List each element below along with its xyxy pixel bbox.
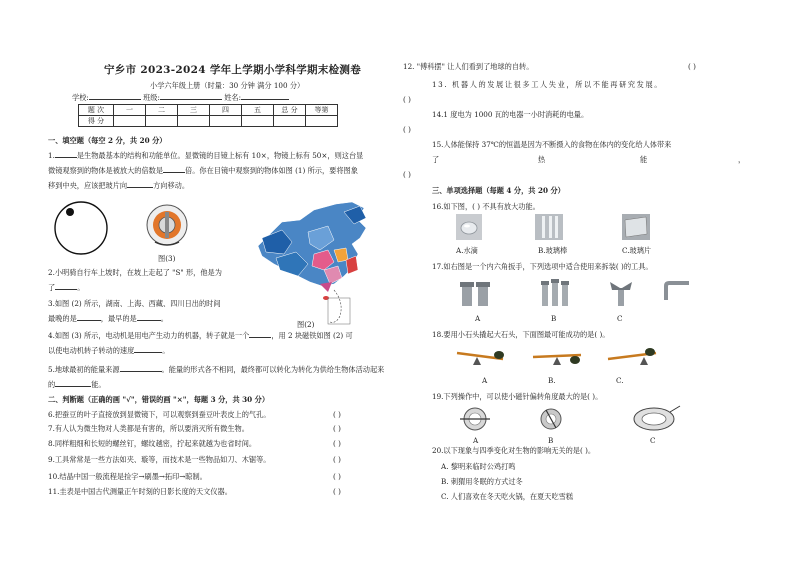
question-17: 17.如右图是一个内六角扳手，下列选项中适合使用来拆装( )的工具。 bbox=[432, 262, 653, 271]
score-cell[interactable] bbox=[274, 116, 306, 127]
judge-answer-13[interactable]: ( ) bbox=[403, 95, 411, 104]
q18-option-b[interactable]: B. bbox=[548, 376, 556, 385]
judge-answer-7[interactable]: ( ) bbox=[333, 424, 341, 433]
table-cell: 四 bbox=[210, 105, 242, 116]
glass-rod-image bbox=[535, 214, 563, 240]
name-label: 姓名: bbox=[224, 93, 241, 102]
q19-option-b[interactable]: B bbox=[548, 436, 554, 445]
q20-option-b[interactable]: B. 刺猬用冬眠的方式过冬 bbox=[441, 477, 523, 486]
judge-answer-15[interactable]: ( ) bbox=[403, 170, 411, 179]
table-cell: 一 bbox=[114, 105, 146, 116]
judge-answer-12[interactable]: ( ) bbox=[688, 62, 696, 71]
wing-nut-image bbox=[606, 278, 636, 308]
hex-key-image bbox=[662, 280, 692, 304]
school-field[interactable] bbox=[89, 99, 141, 100]
q5-blank-1[interactable] bbox=[120, 371, 162, 372]
q5-blank-2[interactable] bbox=[55, 386, 91, 387]
score-table-row bbox=[79, 116, 338, 127]
judge-answer-6[interactable]: ( ) bbox=[333, 410, 341, 419]
china-map-figure bbox=[248, 198, 384, 328]
exam-title: 宁乡市 2023-2024 学年上学期小学科学期末检测卷 bbox=[104, 64, 362, 76]
q4-text: 4.如图 (3) 所示，电动机是用电产生动力的机器，转子就是一个 bbox=[48, 331, 250, 340]
question-4-line2: 以使电动机转子转动的速度 。 bbox=[48, 346, 170, 355]
table-cell: 总 分 bbox=[274, 105, 306, 116]
question-5-line2 bbox=[48, 380, 106, 389]
judge-item-15: 15.人体能保持 37℃的恒温是因为不断摄入的食物在体内的变化给人体带来 bbox=[432, 140, 672, 149]
motor-photo-figure bbox=[145, 200, 189, 250]
q5-text-3: 的 bbox=[48, 380, 56, 389]
q4-text-2: ，用 2 块磁铁如图 (2) 可 bbox=[271, 331, 353, 340]
class-label: 班级: bbox=[143, 93, 160, 102]
question-1-line3 bbox=[48, 181, 189, 190]
lever-a-image bbox=[455, 347, 505, 369]
table-cell: 得 分 bbox=[79, 116, 114, 127]
judge-item-14: 14.1 度电为 1000 瓦的电器一小时消耗的电量。 bbox=[432, 110, 589, 119]
q4-blank-2[interactable] bbox=[134, 352, 162, 353]
q3-blank-2[interactable] bbox=[137, 320, 161, 321]
q15-word-2: 热 bbox=[538, 155, 546, 164]
judge-item-8: 8.同样粗细和长短的螺丝钉，螺纹越密，拧起来就越为也省时间。 bbox=[48, 439, 257, 448]
question-2-line2: 了 。 bbox=[48, 283, 85, 292]
question-1-line1 bbox=[48, 151, 363, 160]
q5-text-4: 能。 bbox=[91, 380, 106, 389]
q16-option-a[interactable]: A.水滴 bbox=[456, 246, 478, 255]
question-3-line2: 最晚的是 ，最早的是 。 bbox=[48, 314, 168, 323]
question-20: 20.以下现象与四季变化对生物的影响无关的是( )。 bbox=[432, 446, 596, 455]
score-cell[interactable] bbox=[146, 116, 178, 127]
judge-item-12: 12. "傅科摆" 让人们看到了地球的自转。 bbox=[403, 62, 534, 71]
score-cell[interactable] bbox=[306, 116, 338, 127]
section-2-heading: 二、判断题（正确的画 "√"，错误的画 "×"，每题 3 分，共 30 分） bbox=[48, 395, 270, 404]
student-info bbox=[72, 93, 289, 102]
q1-text-4: 移到中央，应该把玻片向 bbox=[48, 181, 128, 190]
q1-blank-2[interactable] bbox=[163, 172, 185, 173]
school-label: 学校: bbox=[72, 93, 89, 102]
q15-word-4: ， bbox=[738, 155, 746, 164]
q4-blank-1[interactable] bbox=[249, 337, 271, 338]
score-cell[interactable] bbox=[242, 116, 274, 127]
q18-option-a[interactable]: A bbox=[482, 376, 488, 385]
judge-answer-9[interactable]: ( ) bbox=[333, 455, 341, 464]
judge-answer-14[interactable]: ( ) bbox=[403, 125, 411, 134]
microscope-view-figure bbox=[54, 198, 112, 258]
judge-item-9: 9.工具常常是一些方法如夹、璇等，而技术是一些物品如刀、木锯等。 bbox=[48, 455, 271, 464]
judge-item-10: 10.结晶中国一般流程是捡字→刷墨→拓印→晾制。 bbox=[48, 472, 207, 481]
question-2-line1: 2.小明骑自行车上坡时，在坡上走起了 "S" 形，他是为 bbox=[48, 268, 222, 277]
question-16: 16.如下图，( ) 不具有放大功能。 bbox=[432, 202, 540, 211]
hex-bolt-image bbox=[458, 278, 492, 308]
q15-word-1: 了 bbox=[432, 155, 440, 164]
question-5-line1 bbox=[48, 365, 384, 374]
q1-text: 是生物最基本的结构和功能单位。显微镜的目镜上标有 10×，物镜上标有 50×，则这台显 bbox=[76, 151, 364, 160]
figure-2-caption: 图(2) bbox=[297, 320, 315, 329]
table-cell: 等第 bbox=[306, 105, 338, 116]
q17-option-a[interactable]: A bbox=[475, 314, 481, 323]
judge-answer-8[interactable]: ( ) bbox=[333, 439, 341, 448]
judge-item-11: 11.圭表是中国古代测量正午时刻的日影长度的天文仪器。 bbox=[48, 487, 232, 496]
question-4-line1 bbox=[48, 331, 353, 340]
score-cell[interactable] bbox=[210, 116, 242, 127]
q3-blank-1[interactable] bbox=[77, 320, 101, 321]
judge-item-6: 6.把蚕豆的叶子直接放到显微镜下，可以观察到蚕豆叶表皮上的气孔。 bbox=[48, 410, 271, 419]
class-field[interactable] bbox=[160, 99, 222, 100]
compass-coil-a-image bbox=[458, 406, 492, 432]
q19-option-c[interactable]: C bbox=[650, 436, 656, 445]
judge-item-13: 13. 机器人的发展让很多工人失业，所以不能再研究发展。 bbox=[432, 80, 664, 89]
q20-option-c[interactable]: C. 人们喜欢在冬天吃火锅，在夏天吃雪糕 bbox=[441, 492, 574, 501]
score-cell[interactable] bbox=[178, 116, 210, 127]
q19-option-a[interactable]: A bbox=[473, 436, 479, 445]
glass-slide-image bbox=[622, 214, 650, 240]
q1-number: 1. bbox=[48, 151, 55, 160]
lever-c-image bbox=[606, 347, 658, 369]
q3-text: 最晚的是 bbox=[48, 314, 77, 323]
compass-coil-b-image bbox=[536, 406, 566, 432]
judge-item-7: 7.有人认为微生物对人类都是有害的，所以要消灭所有微生物。 bbox=[48, 424, 249, 433]
q1-text-3: 倍。你在目镜中观察到的物体如图 (1) 所示，要将图象 bbox=[185, 166, 358, 175]
q2-blank[interactable] bbox=[55, 289, 77, 290]
score-table-header bbox=[79, 105, 338, 116]
score-table bbox=[78, 104, 338, 127]
compass-coil-c-image bbox=[630, 404, 682, 434]
question-18: 18.要用小石头撬起大石头，下面图最可能成功的是( )。 bbox=[432, 330, 610, 339]
q5-text: 5.地球最初的能量来源 bbox=[48, 365, 120, 374]
q4-text-3: 以使电动机转子转动的速度 bbox=[48, 346, 135, 355]
q1-text-5: 方向移动。 bbox=[153, 181, 190, 190]
q2-text: 了 bbox=[48, 283, 56, 292]
q17-option-c[interactable]: C bbox=[617, 314, 623, 323]
q15-word-3: 能 bbox=[640, 155, 648, 164]
q5-text-2: 。能量的形式各不相同，最终都可以转化为转化为供给生物体活动起来 bbox=[161, 365, 385, 374]
q3-text-2: ，最早的是 bbox=[100, 314, 137, 323]
question-19: 19.下列操作中，可以使小磁针偏转角度最大的是( )。 bbox=[432, 392, 603, 401]
q18-option-c[interactable]: C. bbox=[616, 376, 624, 385]
q16-option-c[interactable]: C.玻璃片 bbox=[622, 246, 652, 255]
water-drop-image bbox=[456, 214, 482, 240]
q1-blank-3[interactable] bbox=[127, 187, 153, 188]
question-1-line2 bbox=[48, 166, 358, 175]
figure-3-caption: 图(3) bbox=[158, 254, 176, 263]
lever-b-image bbox=[531, 347, 583, 369]
table-cell: 题 次 bbox=[79, 105, 114, 116]
section-1-heading: 一、填空题（每空 2 分，共 20 分） bbox=[48, 136, 167, 145]
score-cell[interactable] bbox=[114, 116, 146, 127]
exam-subtitle: 小学六年级上册（时量：30 分钟 满分 100 分） bbox=[150, 81, 305, 90]
question-3-line1: 3.如图 (2) 所示，湖南、上海、西藏、四川日出的时间 bbox=[48, 299, 221, 308]
q1-text-2: 微镜观察到的物体是被放大的倍数是 bbox=[48, 166, 164, 175]
q17-option-b[interactable]: B bbox=[551, 314, 557, 323]
section-3-heading: 三、单项选择题（每题 4 分，共 20 分） bbox=[432, 186, 565, 195]
judge-answer-10[interactable]: ( ) bbox=[333, 472, 341, 481]
table-cell: 三 bbox=[178, 105, 210, 116]
name-field[interactable] bbox=[241, 99, 289, 100]
table-cell: 二 bbox=[146, 105, 178, 116]
q20-option-a[interactable]: A. 黎明来临时公鸡打鸣 bbox=[441, 462, 516, 471]
table-cell: 五 bbox=[242, 105, 274, 116]
q1-blank-1[interactable] bbox=[55, 157, 77, 158]
screw-image bbox=[538, 278, 572, 308]
judge-answer-11[interactable]: ( ) bbox=[333, 487, 341, 496]
q16-option-b[interactable]: B.玻璃棒 bbox=[538, 246, 568, 255]
